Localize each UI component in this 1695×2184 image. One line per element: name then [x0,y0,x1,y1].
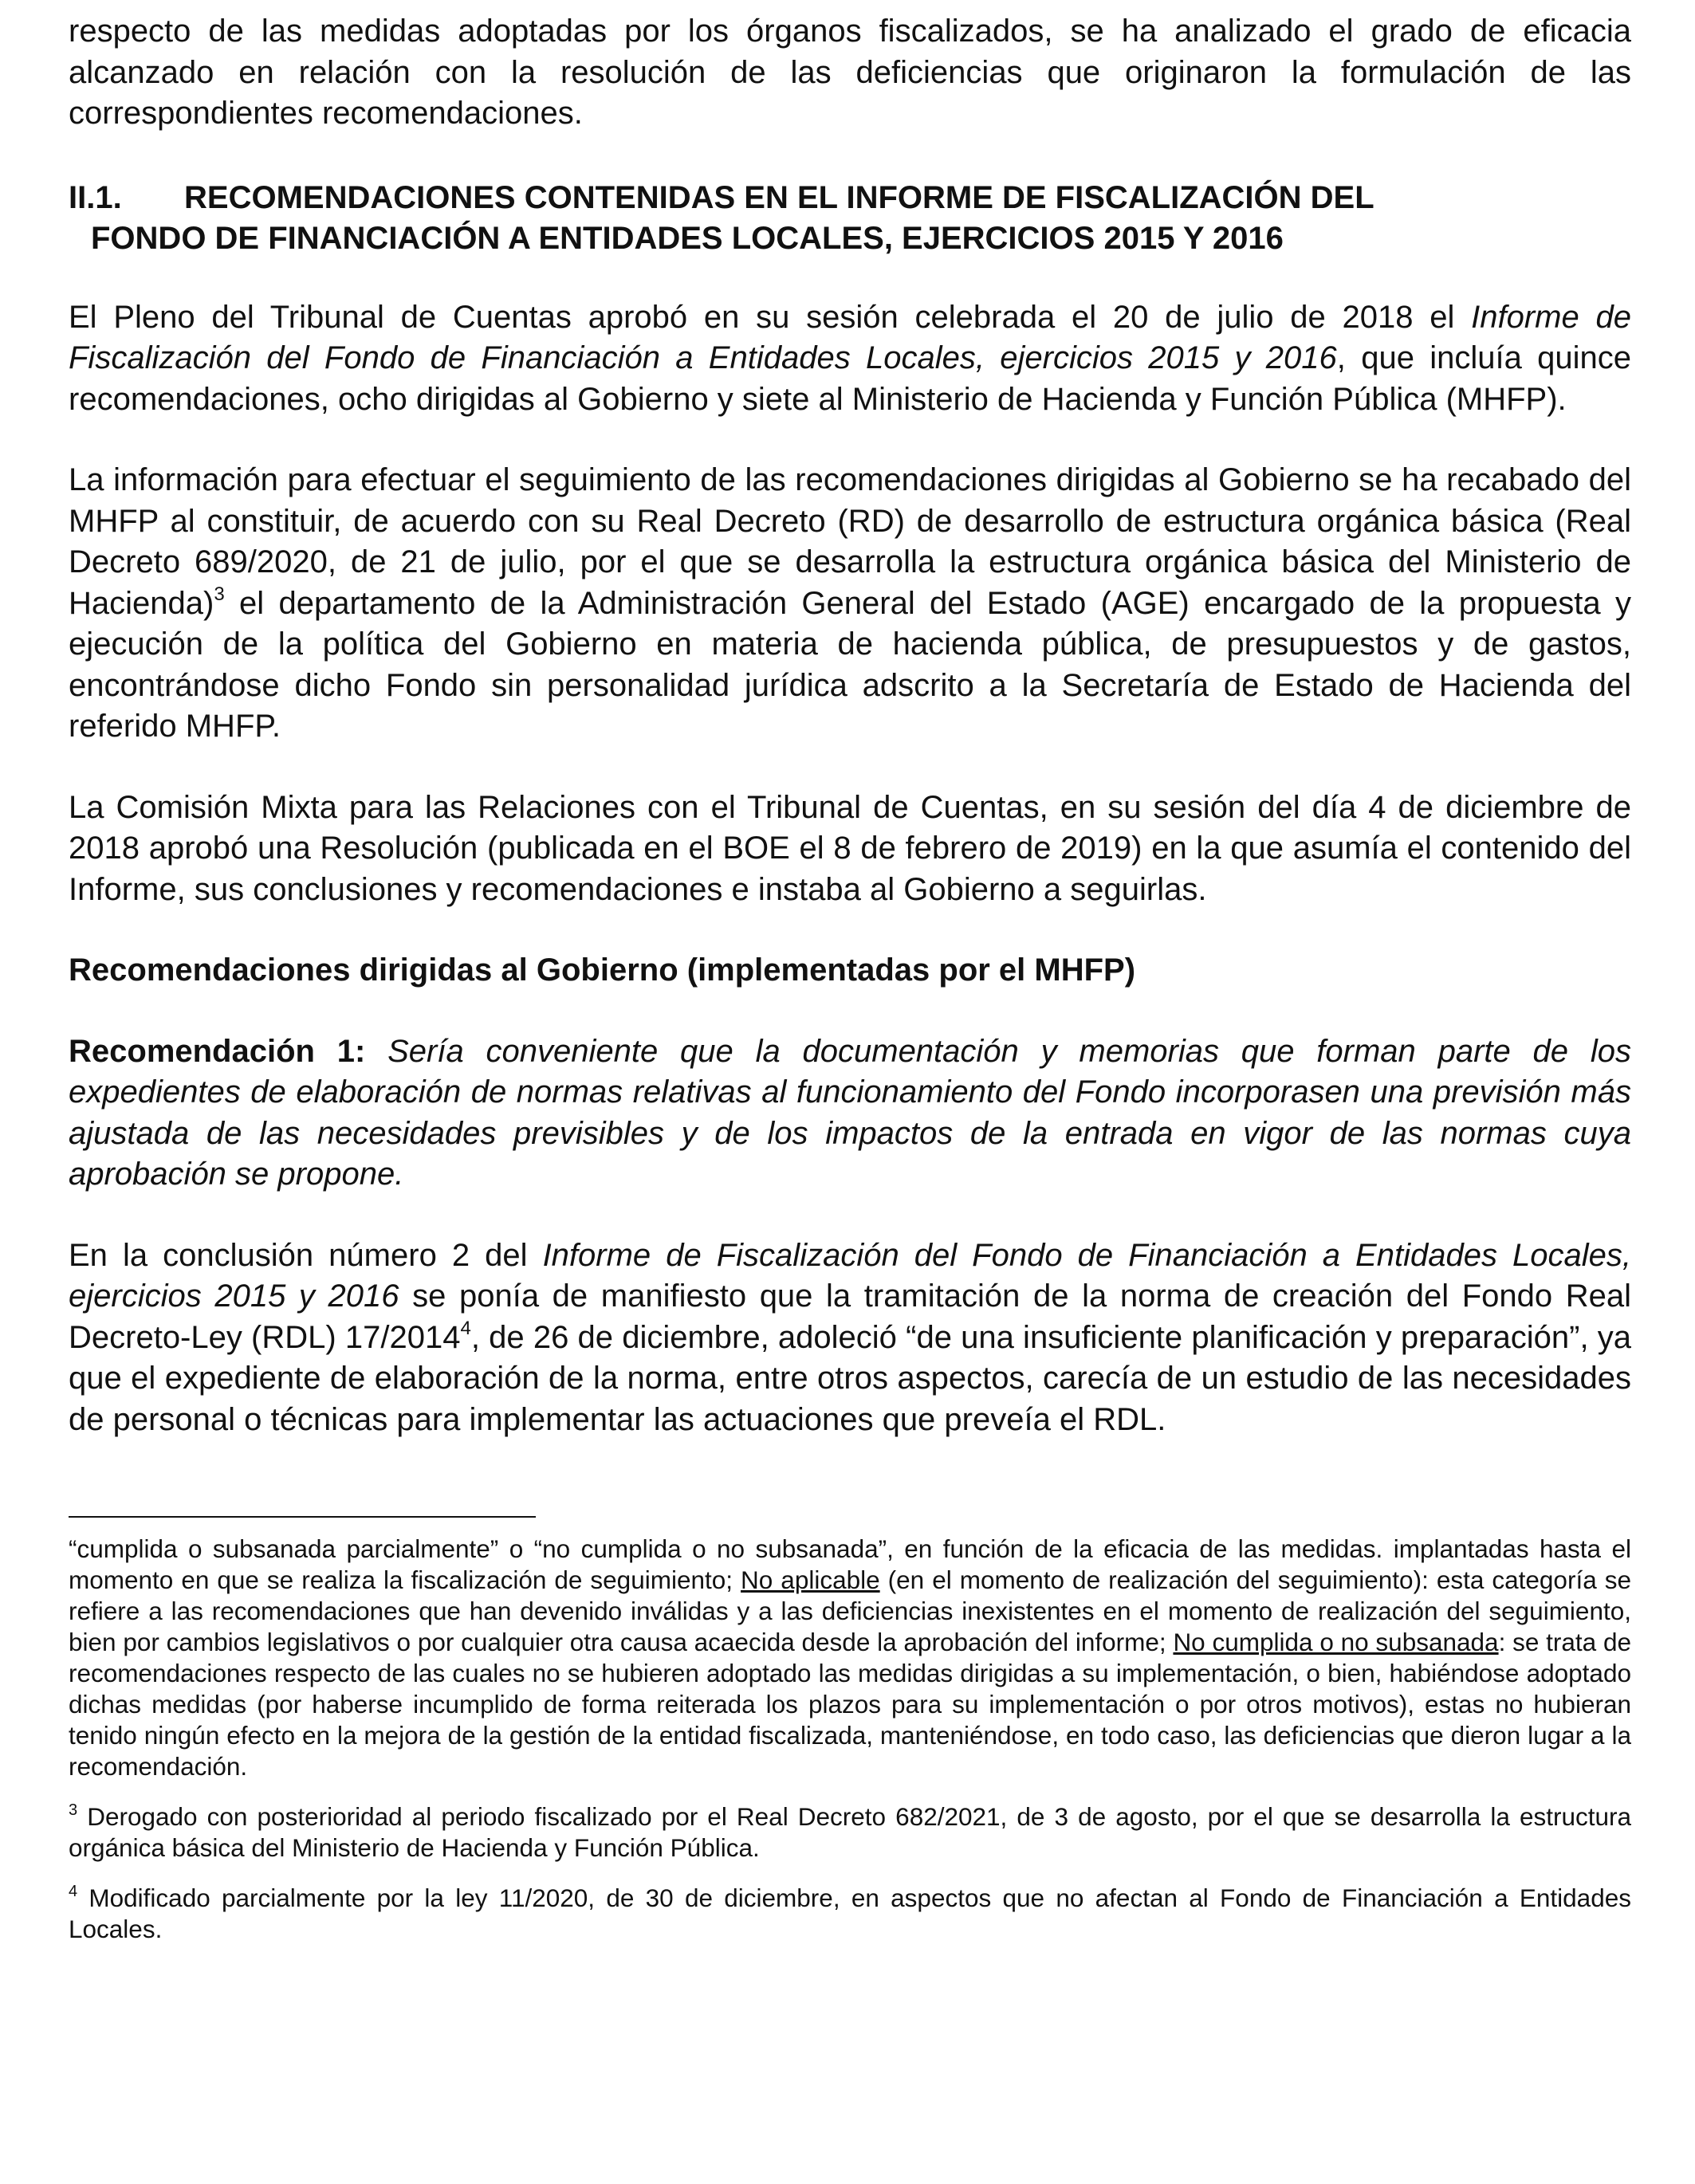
footnote-continuation-b: (en el momento de realización del seguimiento): esta categoría se refiere a las recomendaciones que han devenido inválidas y a las deficiencias inexistentes en el momento de realización del seguimiento, bien por cambios legislativos o por cualquier otra causa acaecida desde la aprobación del informe; [69,1565,1631,1656]
footnote-4-text: Modificado parcialmente por la ley 11/2020, de 30 de diciembre, en aspectos que no afectan al Fondo de Financiación a Entidades Locales. [69,1884,1631,1943]
footnote-continuation-c: : se trata de recomendaciones respecto de las cuales no se hubieren adoptado las medidas dirigidas a su implementación, o bien, habiéndose adoptado dichas medidas (por haberse incumplido de forma reiterada los plazos para su implementación o por otros motivos), estas no hubieran tenido ningún efecto en la mejora de la gestión de la entidad fiscalizada, manteniéndose, en todo caso, las deficiencias que dieron lugar a la recomendación. [69,1628,1631,1781]
section-heading [69,178,1631,260]
footnote-separator [69,1516,536,1518]
paragraph-informacion-a: La información para efectuar el seguimiento de las recomendaciones dirigidas al Gobierno se ha recabado del MHFP al constituir, de acuerdo con su Real Decreto (RD) de desarrollo de estructura orgánica básica (Real Decreto 689/2020, de 21 de julio, por el que se desarrolla la estructura orgánica básica del Ministerio de Hacienda) [69,462,1631,621]
document-page [69,11,1631,1945]
footnote-3-text: Derogado con posterioridad al periodo fiscalizado por el Real Decreto 682/2021, de 3 de agosto, por el que se desarrolla la estructura orgánica básica del Ministerio de Hacienda y Función Pública. [69,1802,1631,1862]
footnote-continuation-a: “cumplida o subsanada parcialmente” o “no cumplida o no subsanada”, en función de la eficacia de las medidas. implantadas hasta el momento en que se realiza la fiscalización de seguimiento; [69,1534,1631,1594]
recommendation-1-label: Recomendación 1: [69,1033,366,1069]
intro-paragraph: respecto de las medidas adoptadas por los órganos fiscalizados, se ha analizado el grado de eficacia alcanzado en relación con la resolución de las deficiencias que originaron la formulación de las correspondientes recomendaciones. [69,14,1631,131]
paragraph-pleno-b: , que incluía quince recomendaciones, ocho dirigidas al Gobierno y siete al Ministerio de Hacienda y Función Pública (MHFP). [69,340,1631,417]
footnote-4-number: 4 [69,1882,78,1900]
report-title-italic: Informe de Fiscalización del Fondo de Financiación a Entidades Locales, ejercicios 2015 y 2016 [69,299,1631,375]
paragraph-conclusion [69,1235,1631,1441]
paragraph-informacion-b: el departamento de la Administración General del Estado (AGE) encargado de la propuesta y ejecución de la política del Gobierno en materia de hacienda pública, de presupuestos y de gastos, encontrándose dicho Fondo sin personalidad jurídica adscrito a la Secretaría de Estado de Hacienda del referido MHFP. [69,585,1631,744]
footnote-3 [69,1801,1631,1864]
recommendation-1-text: Sería conveniente que la documentación y memorias que forman parte de los expedientes de elaboración de normas relativas al funcionamiento del Fondo incorporasen una previsión más ajustada de las necesidades previsibles y de los impactos de la entrada en vigor de las normas cuya aprobación se propone. [69,1033,1631,1192]
paragraph-pleno [69,297,1631,421]
paragraph-conclusion-a: En la conclusión número 2 del [69,1237,543,1273]
no-aplicable-term: No aplicable [741,1565,880,1594]
subheading-recomendaciones: Recomendaciones dirigidas al Gobierno (implementadas por el MHFP) [69,953,1136,988]
paragraph-informacion [69,460,1631,748]
paragraph-comision: La Comisión Mixta para las Relaciones con el Tribunal de Cuentas, en su sesión del día 4 de diciembre de 2018 aprobó una Resolución (publicada en el BOE el 8 de febrero de 2019) en la que asumía el contenido del Informe, sus conclusiones y recomendaciones e instaba al Gobierno a seguirlas. [69,789,1631,907]
paragraph-pleno-a: El Pleno del Tribunal de Cuentas aprobó en su sesión celebrada el 20 de julio de 2018 el [69,299,1472,335]
no-cumplida-term: No cumplida o no subsanada [1173,1628,1499,1656]
report-title-italic-2: Informe de Fiscalización del Fondo de Financiación a Entidades Locales, ejercicios 2015 y 2016 [69,1237,1631,1314]
footnote-3-number: 3 [69,1801,78,1819]
footnote-ref-4: 4 [460,1318,471,1340]
paragraph-conclusion-c: , de 26 de diciembre, adoleció “de una insuficiente planificación y preparación”, ya que el expediente de elaboración de la norma, entre otros aspectos, carecía de un estudio de las necesidades de personal o técnicas para implementar las actuaciones que preveía el RDL. [69,1319,1631,1437]
section-title-line2: FONDO DE FINANCIACIÓN A ENTIDADES LOCALES, EJERCICIOS 2015 Y 2016 [91,221,1284,256]
paragraph-conclusion-b: se ponía de manifiesto que la tramitación de la norma de creación del Fondo Real Decreto-Ley (RDL) 17/2014 [69,1279,1631,1355]
footnote-continuation [69,1534,1631,1782]
recommendation-1 [69,1031,1631,1196]
footnote-ref-3: 3 [214,583,225,606]
section-title-line1: RECOMENDACIONES CONTENIDAS EN EL INFORME DE FISCALIZACIÓN DEL [184,179,1374,215]
footnote-4 [69,1883,1631,1945]
section-number: II.1. [69,179,122,215]
